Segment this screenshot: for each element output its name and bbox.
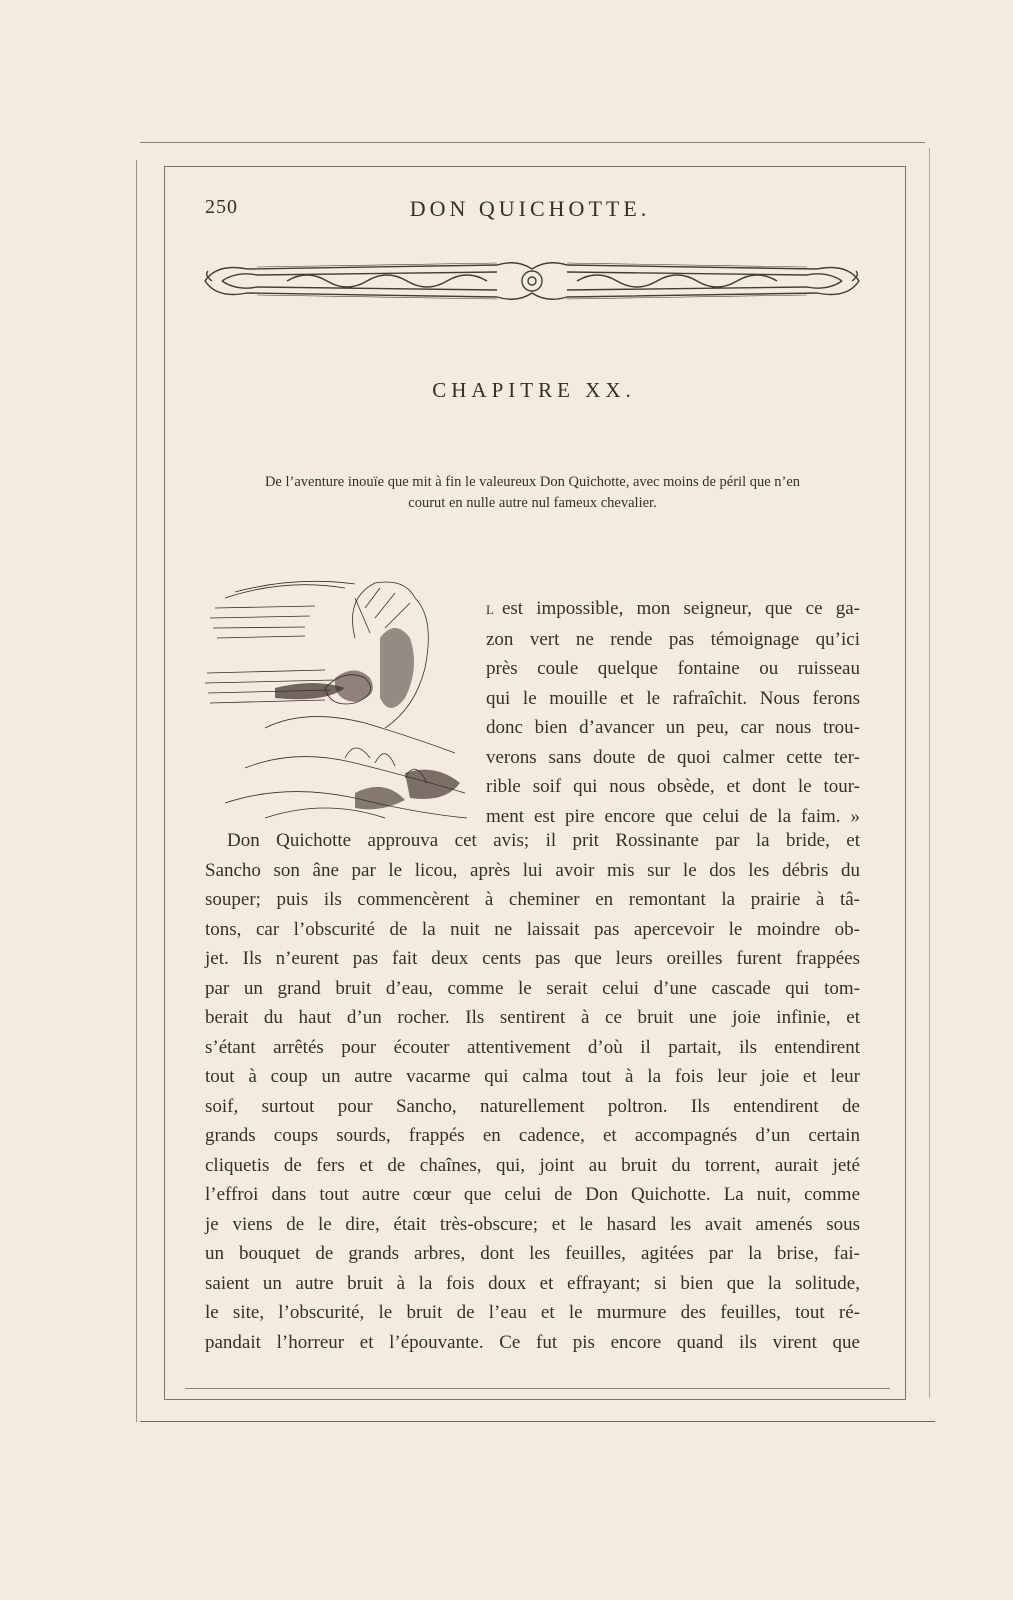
text-line: près coule quelque fontaine ou ruisseau [486, 658, 860, 679]
text-line: cliquetis de fers et de chaînes, qui, joint au bruit du torrent, aurait jeté [205, 1154, 860, 1176]
text-line: je viens de le dire, était très-obscure; et le hasard les avait amenés sous [205, 1213, 860, 1235]
text-line: Sancho son âne par le licou, après lui avoir mis sur le dos les débris du [205, 859, 860, 881]
outer-frame-left-rule [136, 160, 137, 1422]
text-line: donc bien d’avancer un peu, car nous trou- [486, 717, 860, 738]
text-line: l’effroi dans tout autre cœur que celui de Don Quichotte. La nuit, comme [205, 1184, 860, 1205]
text-line: s’étant arrêtés pour écouter attentivement d’où il partait, ils entendirent [205, 1036, 860, 1058]
text-line: verons sans doute de quoi calmer cette ter- [486, 746, 860, 768]
text-line: soif, surtout pour Sancho, naturellement poltron. Ils entendirent de [205, 1095, 860, 1117]
summary-line: courut en nulle autre nul fameux chevalier. [408, 495, 657, 511]
text-line: pandait l’horreur et l’épouvante. Ce fut pis encore quand ils virent que [205, 1331, 860, 1353]
text-line: par un grand bruit d’eau, comme le serait celui d’une cascade qui tom- [205, 977, 860, 999]
text-line: jet. Ils n’eurent pas fait deux cents pas que leurs oreilles furent frappées [205, 948, 860, 969]
body-paragraph [205, 826, 860, 1357]
text-line: L est impossible, mon seigneur, que ce ga- [486, 598, 860, 619]
text-line: qui le mouille et le rafraîchit. Nous ferons [486, 687, 860, 709]
text-line: tout à coup un autre vacarme qui calma tout à la fois leur joie et leur [205, 1066, 860, 1087]
chapter-summary [205, 472, 860, 514]
book-title: DON QUICHOTTE. [409, 196, 651, 221]
text-line: ment est pire encore que celui de la faim. » [486, 805, 860, 827]
text-line: grands coups sourds, frappés en cadence, et accompagnés d’un certain [205, 1125, 860, 1146]
outer-frame-bottom-rule [140, 1421, 935, 1422]
outer-frame-top-rule [140, 142, 925, 143]
text-line: rible soif qui nous obsède, et dont le tour- [486, 776, 860, 797]
outer-frame-right-rule [929, 148, 930, 1398]
text-line: saient un autre bruit à la fois doux et effrayant; si bien que la solitude, [205, 1272, 860, 1294]
text-line: souper; puis ils commencèrent à cheminer en remontant la prairie à tâ- [205, 889, 860, 910]
chapter-title: CHAPITRE XX. [432, 378, 636, 402]
text-line: un bouquet de grands arbres, dont les feuilles, agitées par la brise, fai- [205, 1243, 860, 1264]
text-line: le site, l’obscurité, le bruit de l’eau et le murmure des feuilles, tout ré- [205, 1302, 860, 1323]
text-line: zon vert ne rende pas témoignage qu’ici [486, 628, 860, 650]
page-number: 250 [205, 196, 238, 218]
text-line: berait du haut d’un rocher. Ils sentirent à ce bruit une joie infinie, et [205, 1007, 860, 1028]
text-line: tons, car l’obscurité de la nuit ne laissait pas apercevoir le moindre ob- [205, 918, 860, 940]
drop-letter: L [486, 602, 496, 617]
footer-rule [185, 1388, 890, 1389]
summary-line: De l’aventure inouïe que mit à fin le valeureux Don Quichotte, avec moins de péril que n’en [264, 474, 801, 490]
headpiece-ornament [197, 255, 867, 307]
engraved-vignette-illustration [205, 578, 473, 828]
opening-paragraph-lines [486, 594, 860, 831]
running-head [205, 196, 855, 226]
text-line: Don Quichotte approuva cet avis; il prit Rossinante par la bride, et [227, 830, 860, 851]
